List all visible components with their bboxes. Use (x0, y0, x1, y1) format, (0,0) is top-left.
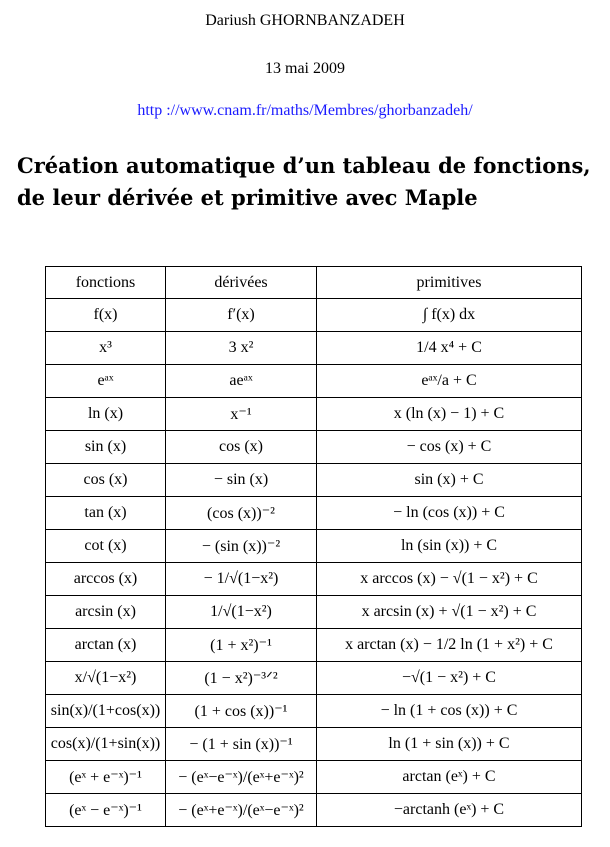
derivative-cell: (1 − x²)⁻³ᐟ² (166, 662, 317, 695)
title-line-1: Création automatique d’un tableau de fonctions, (17, 153, 591, 178)
table-row (46, 761, 582, 794)
function-cell: eᵃˣ (46, 365, 166, 398)
function-cell: (eˣ + e⁻ˣ)⁻¹ (46, 761, 166, 794)
author-url-link[interactable]: http ://www.cnam.fr/maths/Membres/ghorbanzadeh/ (137, 102, 473, 119)
derivative-cell: − 1/√(1−x²) (166, 563, 317, 596)
function-cell: sin(x)/(1+cos(x)) (46, 695, 166, 728)
primitive-cell: −arctanh (eˣ) + C (317, 794, 582, 827)
table-row (46, 431, 582, 464)
table-row (46, 596, 582, 629)
derivative-cell: (1 + cos (x))⁻¹ (166, 695, 317, 728)
derivative-cell: 1/√(1−x²) (166, 596, 317, 629)
document-title (17, 150, 607, 214)
column-header-primitives: primitives (317, 267, 582, 299)
derivative-cell: (1 + x²)⁻¹ (166, 629, 317, 662)
column-header-derivees: dérivées (166, 267, 317, 299)
function-cell: cos (x) (46, 464, 166, 497)
function-cell: arctan (x) (46, 629, 166, 662)
table-row (46, 794, 582, 827)
table-row (46, 464, 582, 497)
primitive-cell: ∫ f(x) dx (317, 299, 582, 332)
primitive-cell: ln (sin (x)) + C (317, 530, 582, 563)
table-row (46, 530, 582, 563)
function-cell: arccos (x) (46, 563, 166, 596)
primitive-cell: x arctan (x) − 1/2 ln (1 + x²) + C (317, 629, 582, 662)
derivative-cell: − (sin (x))⁻² (166, 530, 317, 563)
table-row (46, 728, 582, 761)
table-row (46, 398, 582, 431)
primitive-cell: x (ln (x) − 1) + C (317, 398, 582, 431)
table-header-row (46, 267, 582, 299)
derivative-cell: (cos (x))⁻² (166, 497, 317, 530)
function-cell: cot (x) (46, 530, 166, 563)
primitive-cell: 1/4 x⁴ + C (317, 332, 582, 365)
table-row (46, 365, 582, 398)
table-row (46, 332, 582, 365)
function-cell: (eˣ − e⁻ˣ)⁻¹ (46, 794, 166, 827)
table-row (46, 497, 582, 530)
primitive-cell: −√(1 − x²) + C (317, 662, 582, 695)
derivative-cell: − (eˣ−e⁻ˣ)/(eˣ+e⁻ˣ)² (166, 761, 317, 794)
derivative-cell: cos (x) (166, 431, 317, 464)
primitive-cell: x arcsin (x) + √(1 − x²) + C (317, 596, 582, 629)
primitive-cell: − ln (1 + cos (x)) + C (317, 695, 582, 728)
derivative-cell: − (1 + sin (x))⁻¹ (166, 728, 317, 761)
function-cell: x³ (46, 332, 166, 365)
function-cell: sin (x) (46, 431, 166, 464)
derivative-cell: 3 x² (166, 332, 317, 365)
primitive-cell: sin (x) + C (317, 464, 582, 497)
table-row (46, 695, 582, 728)
table-row (46, 629, 582, 662)
table-body (46, 299, 582, 827)
table-row (46, 662, 582, 695)
primitive-cell: arctan (eˣ) + C (317, 761, 582, 794)
primitive-cell: ln (1 + sin (x)) + C (317, 728, 582, 761)
function-cell: tan (x) (46, 497, 166, 530)
title-line-2: de leur dérivée et primitive avec Maple (17, 185, 478, 210)
primitive-cell: − ln (cos (x)) + C (317, 497, 582, 530)
function-cell: ln (x) (46, 398, 166, 431)
primitive-cell: eᵃˣ/a + C (317, 365, 582, 398)
derivative-cell: − (eˣ+e⁻ˣ)/(eˣ−e⁻ˣ)² (166, 794, 317, 827)
table-row (46, 299, 582, 332)
column-header-fonctions: fonctions (46, 267, 166, 299)
function-cell: arcsin (x) (46, 596, 166, 629)
derivative-cell: aeᵃˣ (166, 365, 317, 398)
table-row (46, 563, 582, 596)
primitive-cell: − cos (x) + C (317, 431, 582, 464)
derivative-cell: f′(x) (166, 299, 317, 332)
derivative-cell: − sin (x) (166, 464, 317, 497)
author-name: Dariush GHORNBANZADEH (205, 12, 405, 29)
function-cell: f(x) (46, 299, 166, 332)
document-date: 13 mai 2009 (265, 60, 345, 77)
functions-table (45, 266, 582, 827)
primitive-cell: x arccos (x) − √(1 − x²) + C (317, 563, 582, 596)
function-cell: x/√(1−x²) (46, 662, 166, 695)
function-cell: cos(x)/(1+sin(x)) (46, 728, 166, 761)
derivative-cell: x⁻¹ (166, 398, 317, 431)
